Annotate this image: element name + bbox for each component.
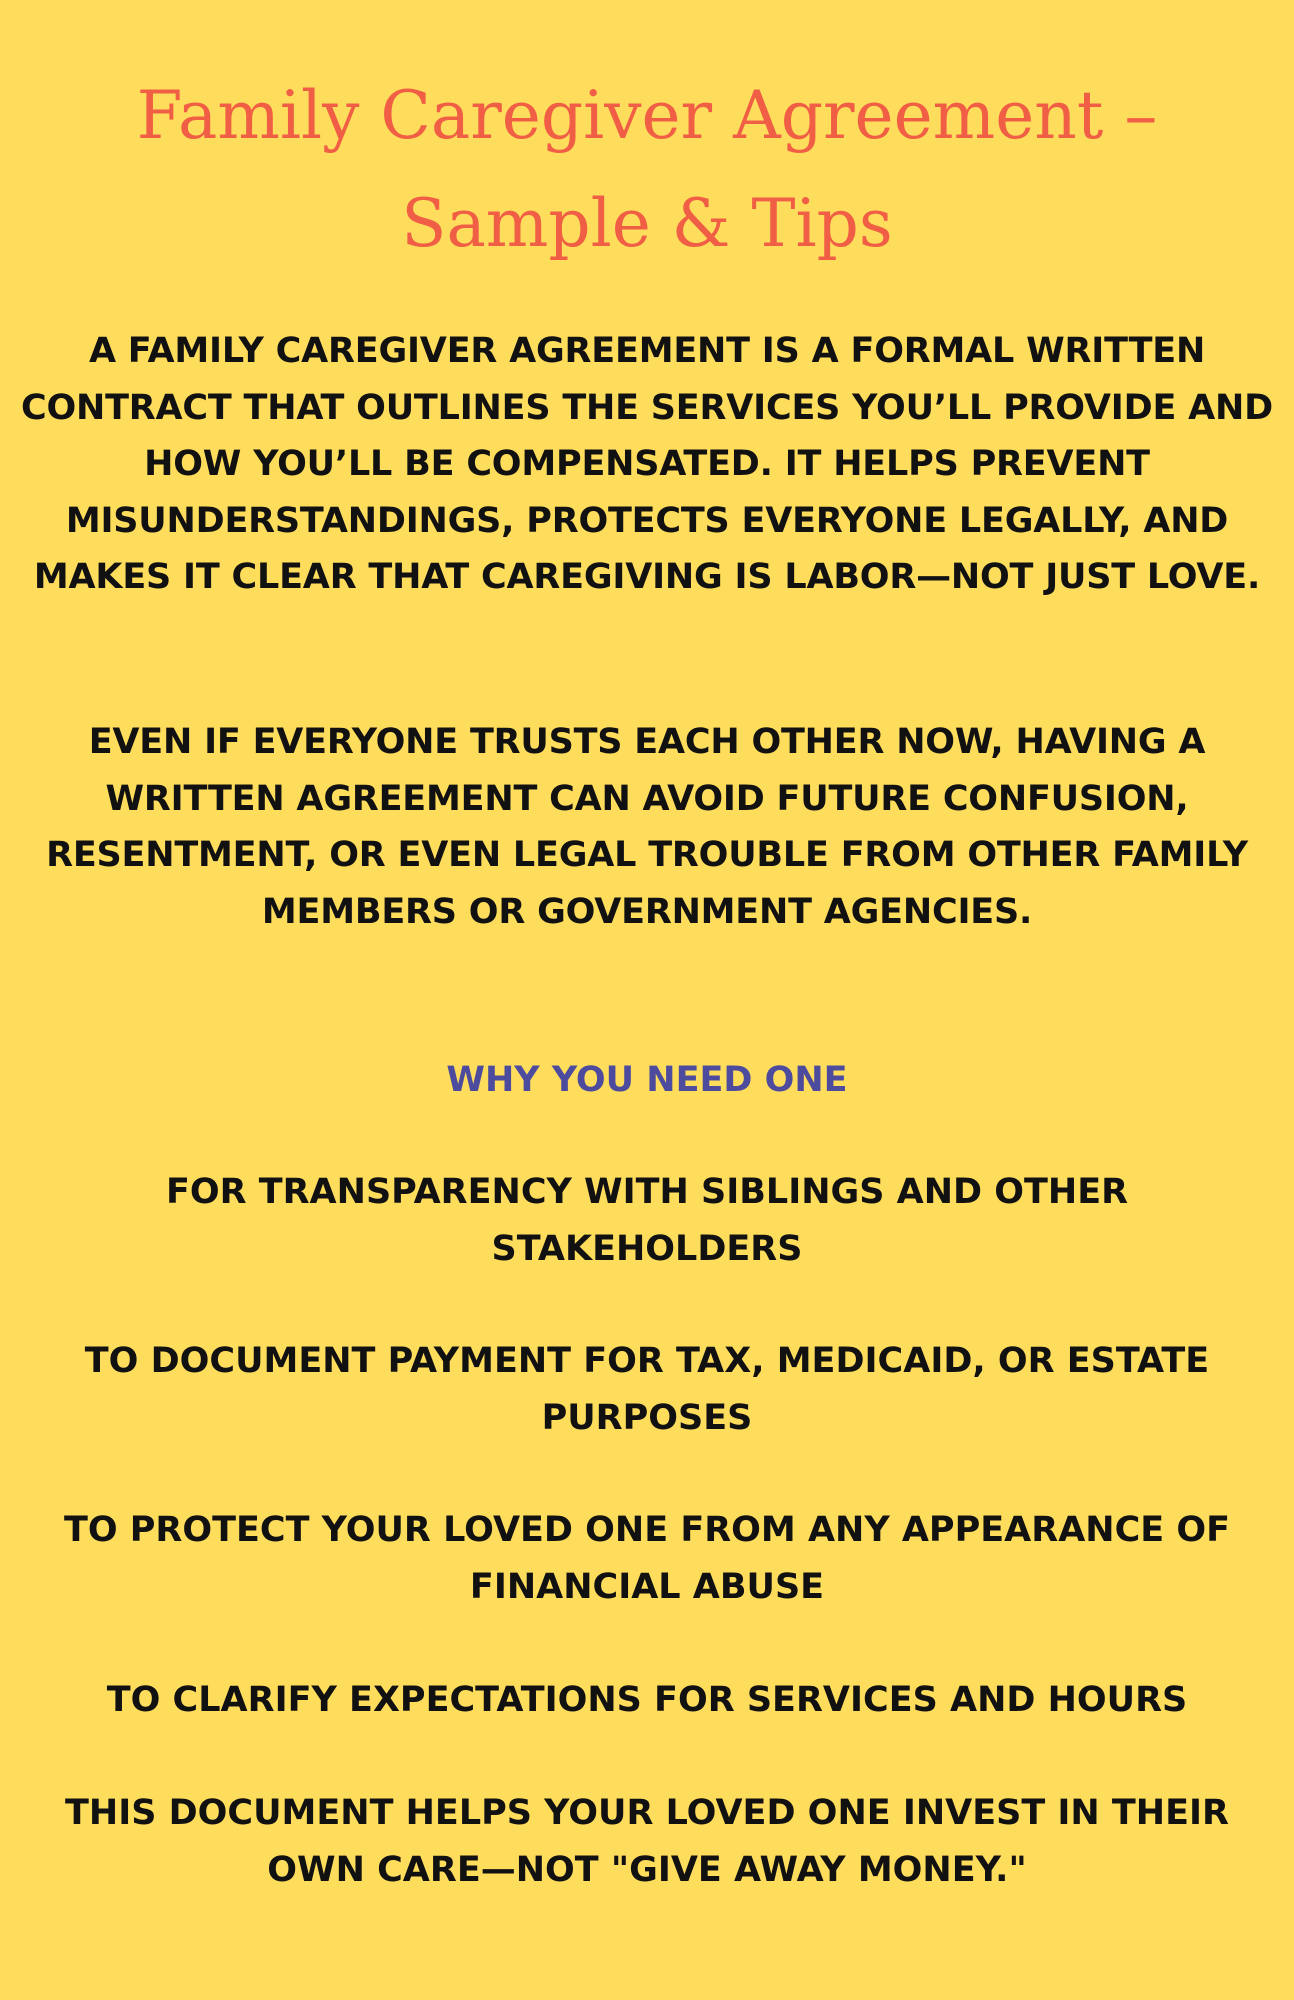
title-line: Family Caregiver Agreement –: [136, 77, 1158, 154]
reason-line: TO CLARIFY EXPECTATIONS FOR SERVICES AND HOURS: [106, 1680, 1188, 1720]
second-line: RESENTMENT, OR EVEN LEGAL TROUBLE FROM OTHER FAMILY: [46, 835, 1248, 875]
intro-line: MISUNDERSTANDINGS, PROTECTS EVERYONE LEGALLY, AND: [65, 500, 1229, 541]
reason-line: TO DOCUMENT PAYMENT FOR TAX, MEDICAID, OR ESTATE: [84, 1341, 1210, 1381]
second-paragraph: [20, 714, 1274, 940]
section-heading: WHY YOU NEED ONE: [446, 1060, 848, 1100]
reason-line: PURPOSES: [541, 1397, 753, 1438]
reason-item: [20, 1333, 1274, 1446]
reason-line: THIS DOCUMENT HELPS YOUR LOVED ONE INVEST IN THEIR: [65, 1793, 1229, 1833]
reason-line: STAKEHOLDERS: [491, 1228, 803, 1269]
reason-item: [20, 1672, 1274, 1729]
intro-line: HOW YOU’LL BE COMPENSATED. IT HELPS PREVENT: [144, 444, 1150, 484]
second-line: MEMBERS OR GOVERNMENT AGENCIES.: [261, 891, 1033, 932]
second-line: EVEN IF EVERYONE TRUSTS EACH OTHER NOW, HAVING A: [88, 722, 1206, 762]
reason-line: FOR TRANSPARENCY WITH SIBLINGS AND OTHER: [165, 1172, 1129, 1212]
intro-paragraph: [20, 323, 1274, 606]
intro-line: A FAMILY CAREGIVER AGREEMENT IS A FORMAL WRITTEN: [88, 331, 1206, 371]
intro-line: MAKES IT CLEAR THAT CAREGIVING IS LABOR—NOT JUST LOVE.: [33, 557, 1261, 597]
reason-item: [20, 1164, 1274, 1277]
reason-line: TO PROTECT YOUR LOVED ONE FROM ANY APPEARANCE OF: [63, 1510, 1231, 1550]
intro-line: CONTRACT THAT OUTLINES THE SERVICES YOU’LL PROVIDE AND: [20, 387, 1274, 428]
title-line: Sample & Tips: [401, 185, 893, 262]
page-title: [0, 62, 1294, 278]
reason-item: [20, 1785, 1274, 1898]
reason-line: FINANCIAL ABUSE: [469, 1566, 825, 1607]
reason-item: [20, 1502, 1274, 1615]
reason-line: OWN CARE—NOT "GIVE AWAY MONEY.": [267, 1849, 1027, 1890]
second-line: WRITTEN AGREEMENT CAN AVOID FUTURE CONFUSION,: [105, 778, 1189, 819]
